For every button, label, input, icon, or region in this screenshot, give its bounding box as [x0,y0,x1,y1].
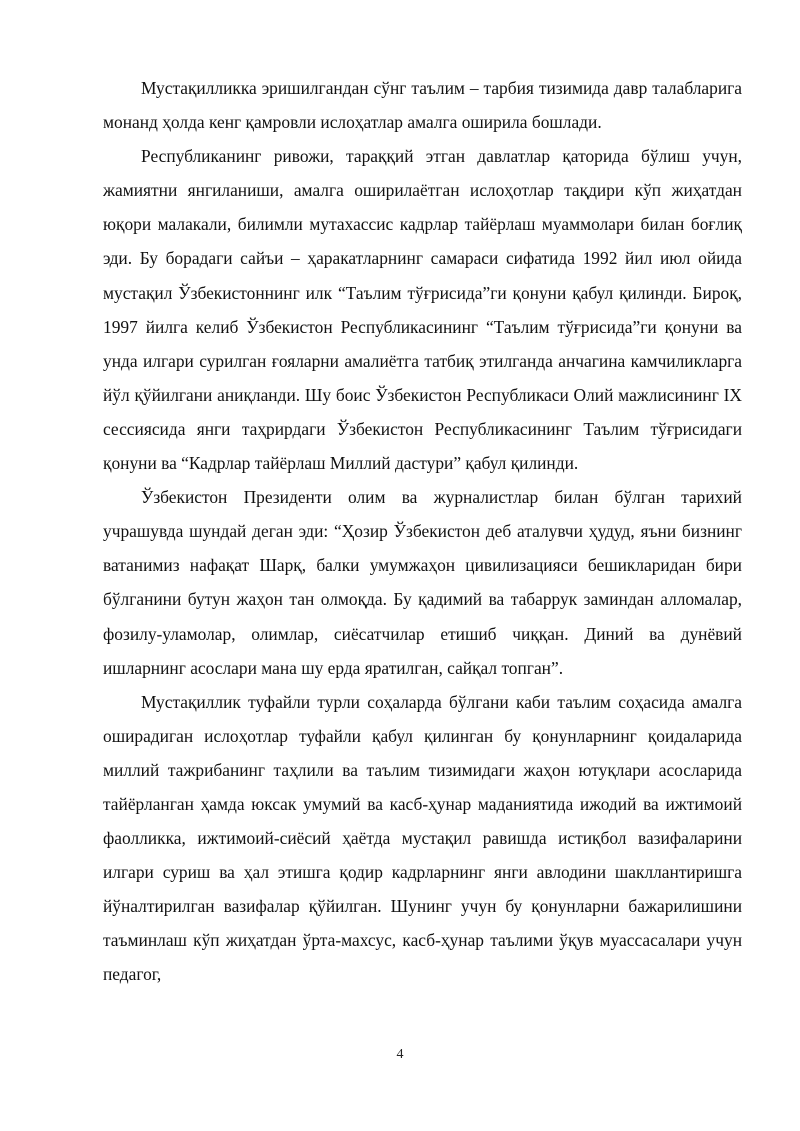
document-body [103,71,742,992]
paragraph-independence-reforms: Мустақилликка эришилгандан сўнг таълим – тарбия тизимида давр талабларига монанд ҳолда кенг қамровли ислоҳатлар амалга оширила бошлади. [103,78,742,133]
paragraph-education-law: Республиканинг ривожи, тараққий этган давлатлар қаторида бўлиш учун, жамиятни янгиланиши, амалга оширилаётган ислоҳотлар тақдири кўп жиҳатдан юқори малакали, билимли мутахассис кадрлар тайёрлаш муаммолари билан боғлиқ эди. Бу борадаги сайъи – ҳаракатларнинг самараси сифатида 1992 йил июл ойида мустақил Ўзбекистоннинг илк “Таълим тўғрисида”ги қонуни қабул қилинди. Бироқ, 1997 йилга келиб Ўзбекистон Республикасининг “Таълим тўғрисида”ги қонуни ва унда илгари сурилган ғояларни амалиётга татбиқ этилганда анчагина камчиликларга йўл қўйилгани аниқланди. Шу боис Ўзбекистон Республикаси Олий мажлисининг IX сессиясида янги таҳрирдаги Ўзбекистон Республикасининг Таълим тўғрисидаги қонуни ва “Кадрлар тайёрлаш Миллий дастури” қабул қилинди. [103,146,742,474]
paragraph-new-generation: Мустақиллик туфайли турли соҳаларда бўлгани каби таълим соҳасида амалга оширадиган ислоҳотлар туфайли қабул қилинган бу қонунларнинг қоидаларида миллий тажрибанинг таҳлили ва таълим тизимидаги жаҳон ютуқлари асосларида тайёрланган ҳамда юксак умумий ва касб-ҳунар маданиятида ижодий ва ижтимоий фаолликка, ижтимоий-сиёсий ҳаётда мустақил равишда истиқбол вазифаларини илгари суриш ва ҳал этишга қодир кадрларнинг янги авлодини шакллантиришга йўналтирилган вазифалар қўйилган. Шунинг учун бу қонунларни бажарилишини таъминлаш кўп жиҳатдан ўрта-махсус, касб-ҳунар таълими ўқув муассасалари учун педагог, [103,691,742,985]
paragraph-president-quote: Ўзбекистон Президенти олим ва журналистлар билан бўлган тарихий учрашувда шундай деган эди: “Ҳозир Ўзбекистон деб аталувчи ҳудуд, яъни бизнинг ватанимиз нафақат Шарқ, балки умумжаҳон цивилизацияси бешикларидан бири бўлганини бутун жаҳон тан олмоқда. Бу қадимий ва табаррук заминдан алломалар, фозилу-уламолар, олимлар, сиёсатчилар етишиб чиққан. Диний ва дунёвий ишларнинг асослари мана шу ерда яратилган, сайқал топган”. [103,487,742,678]
page-number: 4 [396,1047,404,1062]
